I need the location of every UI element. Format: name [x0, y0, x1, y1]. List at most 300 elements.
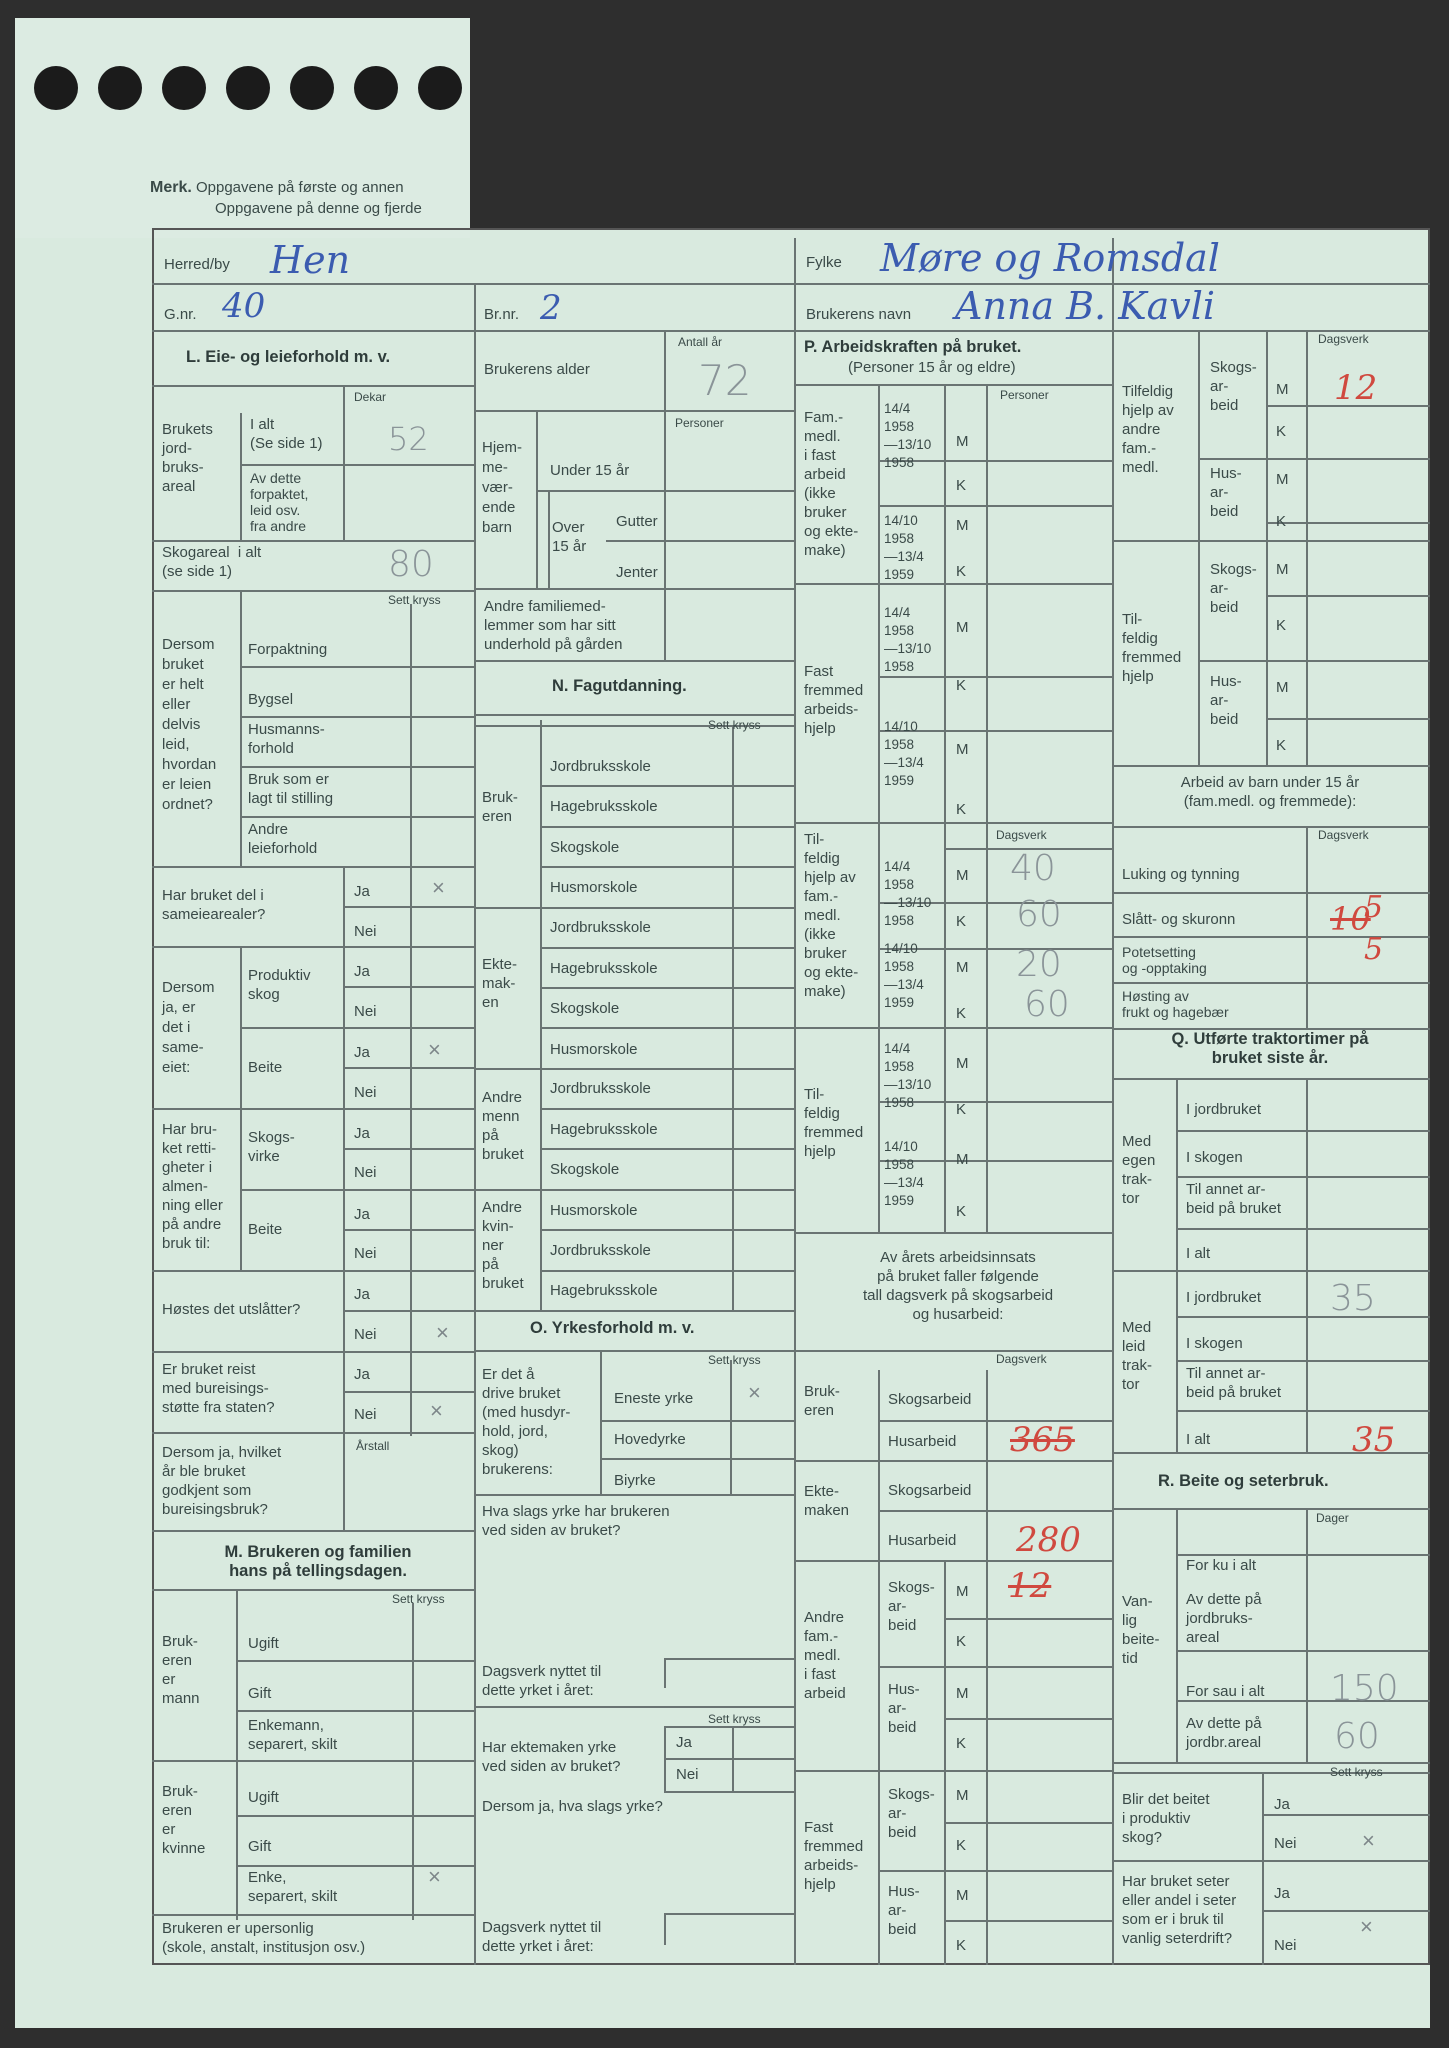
produktiv-skog-label: Produktiv skog	[248, 967, 311, 1003]
sameie-beite-ja-mark[interactable]: ×	[428, 1037, 441, 1062]
punch-hole	[418, 66, 462, 110]
r-mk-1: K	[1276, 423, 1287, 440]
rule-line	[152, 1760, 474, 1762]
p-mk-0: M	[956, 433, 969, 450]
rule-line	[1306, 826, 1308, 1028]
r1-fremmed-hus: Hus- ar- beid	[1210, 673, 1242, 728]
rule-line	[152, 1351, 474, 1353]
rule-line	[944, 1822, 1112, 1824]
ektemake-skogsarbeid: Skogsarbeid	[888, 1482, 972, 1499]
rule-line	[540, 947, 794, 949]
sameie-beite-ja: Ja	[354, 1044, 370, 1061]
rule-line	[1266, 522, 1430, 524]
r1-fam-skog-M-value[interactable]: 12	[1334, 368, 1378, 408]
ektemake-husarbeid-value[interactable]: 280	[1016, 1520, 1081, 1560]
merk-note: Merk. Oppgavene på første og annen Oppgavene på denne og fjerde	[150, 179, 422, 217]
punch-hole	[34, 66, 78, 110]
produktiv-ja: Ja	[354, 963, 370, 980]
rule-line	[536, 490, 794, 492]
kvinne-ugift: Ugift	[248, 1789, 279, 1806]
p-mk-15: K	[956, 1203, 967, 1220]
skogareal-value[interactable]: 80	[388, 544, 434, 585]
rule-line	[878, 1870, 1112, 1872]
barn-slatt-strike: 10	[1330, 900, 1371, 938]
bruker-mann-label: Bruk- eren er mann	[162, 1633, 200, 1707]
r1-dagsverk-header: Dagsverk	[1318, 332, 1369, 346]
rule-line	[540, 720, 542, 1310]
r-seter: Har bruket seter eller andel i seter som er i bruk til vanlig seterdrift?	[1122, 1873, 1237, 1947]
rule-line	[1198, 330, 1200, 765]
hva-slags-yrke: Dersom ja, hva slags yrke?	[482, 1798, 663, 1815]
rule-line	[474, 1189, 794, 1191]
sameie-beite-label: Beite	[248, 1059, 283, 1076]
q-row-5: I skogen	[1186, 1335, 1243, 1352]
rule-line	[600, 1350, 602, 1494]
rule-line	[1198, 458, 1430, 460]
rule-line	[343, 986, 474, 988]
bruker-husarbeid-value[interactable]: 365	[1010, 1420, 1075, 1460]
rule-line	[878, 1350, 1112, 1352]
rule-line	[944, 1560, 946, 1965]
r-ku-dette: Av dette på jordbruks- areal	[1186, 1591, 1262, 1646]
section-q-title: Q. Utførte traktortimer på bruket siste år.	[1171, 1030, 1369, 1067]
period-3: 14/10 1958 —13/4 1959	[884, 719, 924, 788]
rule-line	[1112, 826, 1430, 828]
rule-line	[240, 1189, 474, 1191]
p-mk2-5: K	[956, 1837, 967, 1854]
settkryss-m: Sett kryss	[392, 1592, 445, 1606]
rule-line	[152, 946, 474, 948]
q-row-2: Til annet ar- beid på bruket	[1186, 1181, 1282, 1217]
rule-line	[944, 1920, 1112, 1922]
rule-line	[878, 384, 880, 1232]
rule-line	[730, 1360, 732, 1494]
rule-line	[1266, 595, 1430, 597]
p-mk-6: M	[956, 741, 969, 758]
rule-line	[343, 1391, 474, 1393]
tilfam-p2-M[interactable]: 20	[1016, 944, 1062, 985]
punch-hole	[162, 66, 206, 110]
leie-forpaktning: Forpaktning	[248, 641, 328, 658]
mann-gift: Gift	[248, 1685, 272, 1702]
barn-luking: Luking og tynning	[1122, 866, 1240, 883]
period-6: 14/4 1958 —13/10 1958	[884, 1041, 932, 1110]
r-mk-0: M	[1276, 381, 1289, 398]
r-sau-dette: Av dette på jordbr.areal	[1186, 1715, 1262, 1751]
rule-line	[540, 826, 794, 828]
ektemake-yrke: Har ektemaken yrke ved siden av bruket?	[482, 1739, 621, 1775]
r1-fam-skog: Skogs- ar- beid	[1210, 359, 1257, 414]
p-ektemaken: Ekte- maken	[804, 1483, 850, 1519]
dekar-header: Dekar	[354, 390, 387, 404]
school-13: Hagebruksskole	[550, 1282, 658, 1299]
andre-husarbeid: Hus- ar- beid	[888, 1681, 920, 1736]
herred-label: Herred/by	[164, 256, 230, 273]
school-0: Jordbruksskole	[550, 758, 651, 775]
rule-line	[794, 238, 796, 1965]
school-8: Jordbruksskole	[550, 1080, 651, 1097]
rule-line	[540, 1108, 794, 1110]
p-tilfeldig-fam: Til- feldig hjelp av fam.- medl. (ikke bruker og ekte- make)	[804, 831, 859, 1000]
rule-line	[794, 1560, 1112, 1562]
herred-value[interactable]: Hen	[270, 238, 351, 282]
avdette-label: Av dette forpaktet, leid osv. fra andre	[250, 470, 309, 534]
rule-line	[343, 1432, 345, 1530]
r-mk-4: M	[1276, 561, 1289, 578]
settkryss-l: Sett kryss	[388, 593, 441, 607]
rule-line	[794, 1027, 1112, 1029]
rule-line	[540, 1148, 794, 1150]
ialt-label: I alt (Se side 1)	[250, 416, 323, 452]
gutter-label: Gutter	[616, 513, 658, 530]
section-o-title: O. Yrkesforhold m. v.	[530, 1319, 695, 1337]
bureising-ja: Ja	[354, 1366, 370, 1383]
over15-label: Over 15 år	[552, 519, 587, 555]
leie-andre: Andre leieforhold	[248, 821, 318, 857]
n-brukeren: Bruk- eren	[482, 789, 518, 825]
rule-line	[240, 464, 343, 466]
rule-line	[878, 1510, 1112, 1512]
p-mk-8: M	[956, 867, 969, 884]
dagsverk-yrke-ektemake: Dagsverk nyttet til dette yrket i året:	[482, 1919, 602, 1955]
q-row-3: I alt	[1186, 1245, 1211, 1262]
rule-line	[540, 1027, 794, 1029]
rule-line	[600, 1420, 794, 1422]
kvinne-enke: Enke, separert, skilt	[248, 1869, 338, 1905]
p-intro: Av årets arbeidsinnsats på bruket faller følgende tall dagsverk på skogsarbeid og husarbeid:	[862, 1249, 1054, 1323]
q-row-7: I alt	[1186, 1431, 1211, 1448]
rule-line	[1306, 330, 1308, 765]
rule-line	[412, 1603, 414, 1920]
rule-line	[343, 540, 474, 542]
rule-line	[474, 907, 794, 909]
school-4: Jordbruksskole	[550, 919, 651, 936]
q-leid-ialt-value[interactable]: 35	[1352, 1420, 1396, 1460]
leie-husmann: Husmanns- forhold	[248, 721, 325, 757]
rule-line	[878, 505, 1112, 507]
bureising-nei-mark[interactable]: ×	[430, 1398, 443, 1423]
bruker-husarbeid: Husarbeid	[888, 1433, 957, 1450]
rule-line	[1176, 1410, 1430, 1412]
p-mk2-7: K	[956, 1937, 967, 1954]
rule-line	[1176, 1078, 1178, 1452]
rule-line	[236, 1815, 474, 1817]
school-5: Hagebruksskole	[550, 960, 658, 977]
rule-line	[474, 410, 794, 412]
rule-line	[1262, 1910, 1430, 1912]
period-2: 14/4 1958 —13/10 1958	[884, 605, 932, 674]
rule-line	[343, 464, 474, 466]
rule-line	[343, 1148, 474, 1150]
brnr-label: Br.nr.	[484, 306, 520, 323]
leid-question: Dersom bruket er helt eller delvis leid, hvordan er leien ordnet?	[162, 636, 217, 813]
r1-fremmed-skog: Skogs- ar- beid	[1210, 561, 1257, 616]
rule-line	[474, 1310, 794, 1312]
school-10: Skogskole	[550, 1161, 620, 1178]
rule-line	[474, 283, 476, 1965]
period-0: 14/4 1958 —13/10 1958	[884, 401, 932, 470]
brnr-value[interactable]: 2	[540, 288, 562, 328]
skogsvirke-nei: Nei	[354, 1164, 377, 1181]
rule-line	[236, 1589, 238, 1920]
rule-line	[152, 283, 1430, 285]
school-1: Hagebruksskole	[550, 798, 658, 815]
sameie-beite-nei: Nei	[354, 1084, 377, 1101]
tilfam-p1-K[interactable]: 60	[1016, 894, 1062, 935]
andre-skogsarbeid: Skogs- ar- beid	[888, 1579, 935, 1634]
rule-line	[1112, 982, 1430, 984]
bruker-skogsarbeid: Skogsarbeid	[888, 1391, 972, 1408]
produktiv-nei: Nei	[354, 1003, 377, 1020]
brukernavn-value[interactable]: Anna B. Kavli	[955, 284, 1216, 328]
p-fast-fremmed: Fast fremmed arbeids- hjelp	[804, 663, 864, 737]
rule-line	[1112, 1508, 1430, 1510]
ialt-value[interactable]: 52	[388, 420, 429, 458]
rule-line	[878, 1666, 1112, 1668]
rule-line	[1176, 1176, 1430, 1178]
r-sau-value[interactable]: 150	[1330, 1668, 1399, 1709]
r-seter-nei: Nei	[1274, 1937, 1297, 1954]
hovedyrke: Hovedyrke	[614, 1431, 686, 1448]
sameie-nei: Nei	[354, 923, 377, 940]
fremmed-husarbeid: Hus- ar- beid	[888, 1883, 920, 1938]
rule-line	[410, 604, 412, 866]
rule-line	[343, 906, 474, 908]
skogsvirke-ja: Ja	[354, 1125, 370, 1142]
under15-label: Under 15 år	[550, 462, 630, 479]
ektemake-nei: Nei	[676, 1766, 699, 1783]
punch-hole	[226, 66, 270, 110]
andre-skog-M-value[interactable]: 12	[1008, 1566, 1052, 1606]
arstall-question: Dersom ja, hvilket år ble bruket godkjent som bureisingsbruk?	[162, 1444, 282, 1518]
bureising-question: Er bruket reist med bureisings- støtte fra staten?	[162, 1361, 275, 1416]
r-seter-ja: Ja	[1274, 1885, 1290, 1902]
section-n-title: N. Fagutdanning.	[552, 677, 687, 695]
n-andre-kvinner: Andre kvin- ner på bruket	[482, 1199, 524, 1292]
rule-line	[600, 1458, 794, 1460]
r1-tilfeldig-fremmed: Til- feldig fremmed hjelp	[1122, 611, 1182, 685]
p-andre-fam: Andre fam.- medl. i fast arbeid	[804, 1609, 846, 1702]
leie-bygsel: Bygsel	[248, 691, 294, 708]
rule-line	[536, 410, 538, 588]
r-mk-7: K	[1276, 737, 1287, 754]
rule-line	[1262, 1814, 1430, 1816]
almenning-beite-label: Beite	[248, 1221, 283, 1238]
p-fam-fast: Fam.- medl. i fast arbeid (ikke bruker og ekte- make)	[804, 409, 859, 559]
rule-line	[1266, 330, 1268, 765]
rule-line	[664, 1913, 794, 1915]
section-p-title: P. Arbeidskraften på bruket.	[804, 338, 1022, 356]
utslatter-nei-mark[interactable]: ×	[436, 1320, 449, 1345]
kvinne-gift: Gift	[248, 1838, 272, 1855]
rule-line	[474, 588, 794, 590]
section-m-title: M. Brukeren og familien hans på tellingsdagen.	[224, 1543, 412, 1580]
p-mk-13: K	[956, 1101, 967, 1118]
p-mk-12: M	[956, 1055, 969, 1072]
rule-line	[1112, 238, 1114, 1965]
p-mk2-1: K	[956, 1633, 967, 1650]
school-9: Hagebruksskole	[550, 1121, 658, 1138]
barn-hosting: Høsting av frukt og hagebær	[1122, 988, 1229, 1020]
p-mk-7: K	[956, 801, 967, 818]
barn-potet: Potetsetting og -opptaking	[1122, 944, 1207, 976]
yrke-ved-siden: Hva slags yrke har brukeren ved siden av bruket?	[482, 1503, 670, 1539]
fylke-label: Fylke	[806, 254, 842, 271]
tilfam-p1-M[interactable]: 40	[1010, 848, 1056, 889]
ektemake-ja: Ja	[676, 1734, 692, 1751]
school-3: Husmorskole	[550, 879, 638, 896]
p-mk-9: K	[956, 913, 967, 930]
jenter-label: Jenter	[616, 564, 658, 581]
p-mk-5: K	[956, 677, 967, 694]
p-mk-4: M	[956, 619, 969, 636]
rule-line	[474, 1494, 794, 1496]
rule-line	[540, 1229, 794, 1231]
rule-line	[240, 413, 242, 540]
tilfam-p2-K[interactable]: 60	[1024, 984, 1070, 1025]
almenning-beite-nei: Nei	[354, 1245, 377, 1262]
sameie-ja: Ja	[354, 883, 370, 900]
section-r-title: R. Beite og seterbruk.	[1158, 1472, 1329, 1490]
gnr-value[interactable]: 40	[222, 286, 266, 326]
p-mk2-2: M	[956, 1685, 969, 1702]
antall-ar-header: Antall år	[678, 335, 723, 349]
rule-line	[240, 590, 242, 866]
p-mk2-4: M	[956, 1787, 969, 1804]
rule-line	[240, 1027, 474, 1029]
background	[470, 18, 1430, 230]
fremmed-skogsarbeid: Skogs- ar- beid	[888, 1786, 935, 1841]
rule-line	[152, 385, 474, 387]
r-dager-header: Dager	[1316, 1511, 1349, 1525]
alder-label: Brukerens alder	[484, 361, 590, 378]
rule-line	[343, 1229, 474, 1231]
rule-line	[664, 1658, 666, 1688]
punch-hole	[354, 66, 398, 110]
rettigheter-label: Har bru- ket retti- gheter i almen- ning eller på andre bruk til:	[162, 1121, 223, 1252]
rule-line	[474, 330, 794, 332]
period-1: 14/10 1958 —13/4 1959	[884, 513, 924, 582]
q-row-6: Til annet ar- beid på bruket	[1186, 1365, 1282, 1401]
andre-familie-label: Andre familiemed- lemmer som har sitt underhold på gården	[484, 598, 623, 653]
personer-header: Personer	[675, 416, 724, 430]
rule-line	[240, 666, 474, 668]
jordbruksareal-label: Brukets jord- bruks- areal	[162, 421, 213, 495]
section-l-title: L. Eie- og leieforhold m. v.	[186, 348, 391, 366]
rule-line	[152, 1914, 474, 1916]
utslatter-question: Høstes det utslåtter?	[162, 1301, 301, 1318]
punch-hole	[98, 66, 142, 110]
barn-potet-value[interactable]: 5	[1364, 932, 1384, 967]
p-brukeren: Bruk- eren	[804, 1383, 840, 1419]
rule-line	[944, 1618, 1112, 1620]
skogareal-label: Skogareal i alt (se side 1)	[162, 544, 262, 580]
rule-line	[664, 1913, 666, 1945]
r-settkryss: Sett kryss	[1330, 1765, 1383, 1779]
biyrke: Biyrke	[614, 1472, 656, 1489]
fylke-value[interactable]: Møre og Romsdal	[880, 236, 1220, 280]
bureising-nei: Nei	[354, 1406, 377, 1423]
rule-line	[1266, 718, 1430, 720]
yrke-question: Er det å drive bruket (med husdyr- hold, jord, skog) brukerens:	[482, 1366, 571, 1478]
barn-title: Arbeid av barn under 15 år (fam.medl. og fremmede):	[1180, 774, 1360, 810]
rule-line	[794, 1232, 1112, 1234]
section-p-subtitle: (Personer 15 år og eldre)	[848, 359, 1016, 376]
school-11: Husmorskole	[550, 1202, 638, 1219]
rule-line	[794, 1460, 1112, 1462]
mann-enkemann: Enkemann, separert, skilt	[248, 1717, 338, 1753]
rule-line	[1176, 1228, 1430, 1230]
rule-line	[474, 1068, 794, 1070]
n-andre-menn: Andre menn på bruket	[482, 1089, 524, 1163]
rule-line	[1306, 1078, 1308, 1452]
q-row-1: I skogen	[1186, 1149, 1243, 1166]
rule-line	[540, 1270, 794, 1272]
rule-line	[944, 1718, 1112, 1720]
rule-line	[540, 785, 794, 787]
barn-slatt-value[interactable]: 5	[1364, 890, 1384, 925]
rule-line	[664, 1791, 794, 1793]
alder-value[interactable]: 72	[698, 356, 752, 405]
rule-line	[343, 1310, 474, 1312]
p-personer-header: Personer	[1000, 388, 1049, 402]
period-7: 14/10 1958 —13/4 1959	[884, 1139, 924, 1208]
r-mk-6: M	[1276, 679, 1289, 696]
rule-line	[794, 384, 1112, 386]
rule-line	[236, 1660, 474, 1662]
rule-line	[1198, 660, 1430, 662]
rule-line	[878, 676, 1112, 678]
rule-line	[540, 866, 794, 868]
r-mk-3: K	[1276, 513, 1287, 530]
rule-line	[474, 660, 794, 662]
r-vanlig-beitetid: Van- lig beite- tid	[1122, 1593, 1160, 1667]
r-beitet-nei: Nei	[1274, 1835, 1297, 1852]
rule-line	[152, 1108, 474, 1110]
arstall-header: Årstall	[356, 1439, 390, 1453]
r-beitet-nei-mark[interactable]: ×	[1362, 1828, 1375, 1853]
q-egen-traktor: Med egen trak- tor	[1122, 1133, 1156, 1207]
rule-line	[664, 1758, 794, 1760]
rule-line	[1176, 1508, 1178, 1762]
rule-line	[944, 384, 946, 1232]
r-beitet-ja: Ja	[1274, 1796, 1290, 1813]
r-sau-dette-value[interactable]: 60	[1334, 1716, 1380, 1757]
rule-line	[474, 1706, 794, 1708]
rule-line	[152, 1432, 474, 1434]
school-12: Jordbruksskole	[550, 1242, 651, 1259]
rule-line	[236, 1710, 474, 1712]
p-fast-fremmed-2: Fast fremmed arbeids- hjelp	[804, 1819, 864, 1893]
rule-line	[664, 1658, 794, 1660]
eneste-yrke-mark[interactable]: ×	[748, 1380, 761, 1405]
brukernavn-label: Brukerens navn	[806, 306, 912, 323]
q-leid-jordbruket-value[interactable]: 35	[1330, 1278, 1376, 1319]
eneste-yrke: Eneste yrke	[614, 1390, 694, 1407]
p-tilfeldig-fremmed: Til- feldig fremmed hjelp	[804, 1086, 864, 1160]
p-mk-14: M	[956, 1151, 969, 1168]
sameie-ja-mark[interactable]: ×	[432, 875, 445, 900]
leie-stilling: Bruk som er lagt til stilling	[248, 771, 334, 807]
rule-line	[1176, 1650, 1430, 1652]
rule-line	[240, 766, 474, 768]
rule-line	[794, 1770, 1112, 1772]
r-seter-nei-mark[interactable]: ×	[1360, 1914, 1373, 1939]
p-dagsverk-header2: Dagsverk	[996, 1352, 1047, 1366]
mann-ugift: Ugift	[248, 1635, 279, 1652]
kvinne-enke-mark[interactable]: ×	[428, 1864, 441, 1889]
p-mk-2: M	[956, 517, 969, 534]
